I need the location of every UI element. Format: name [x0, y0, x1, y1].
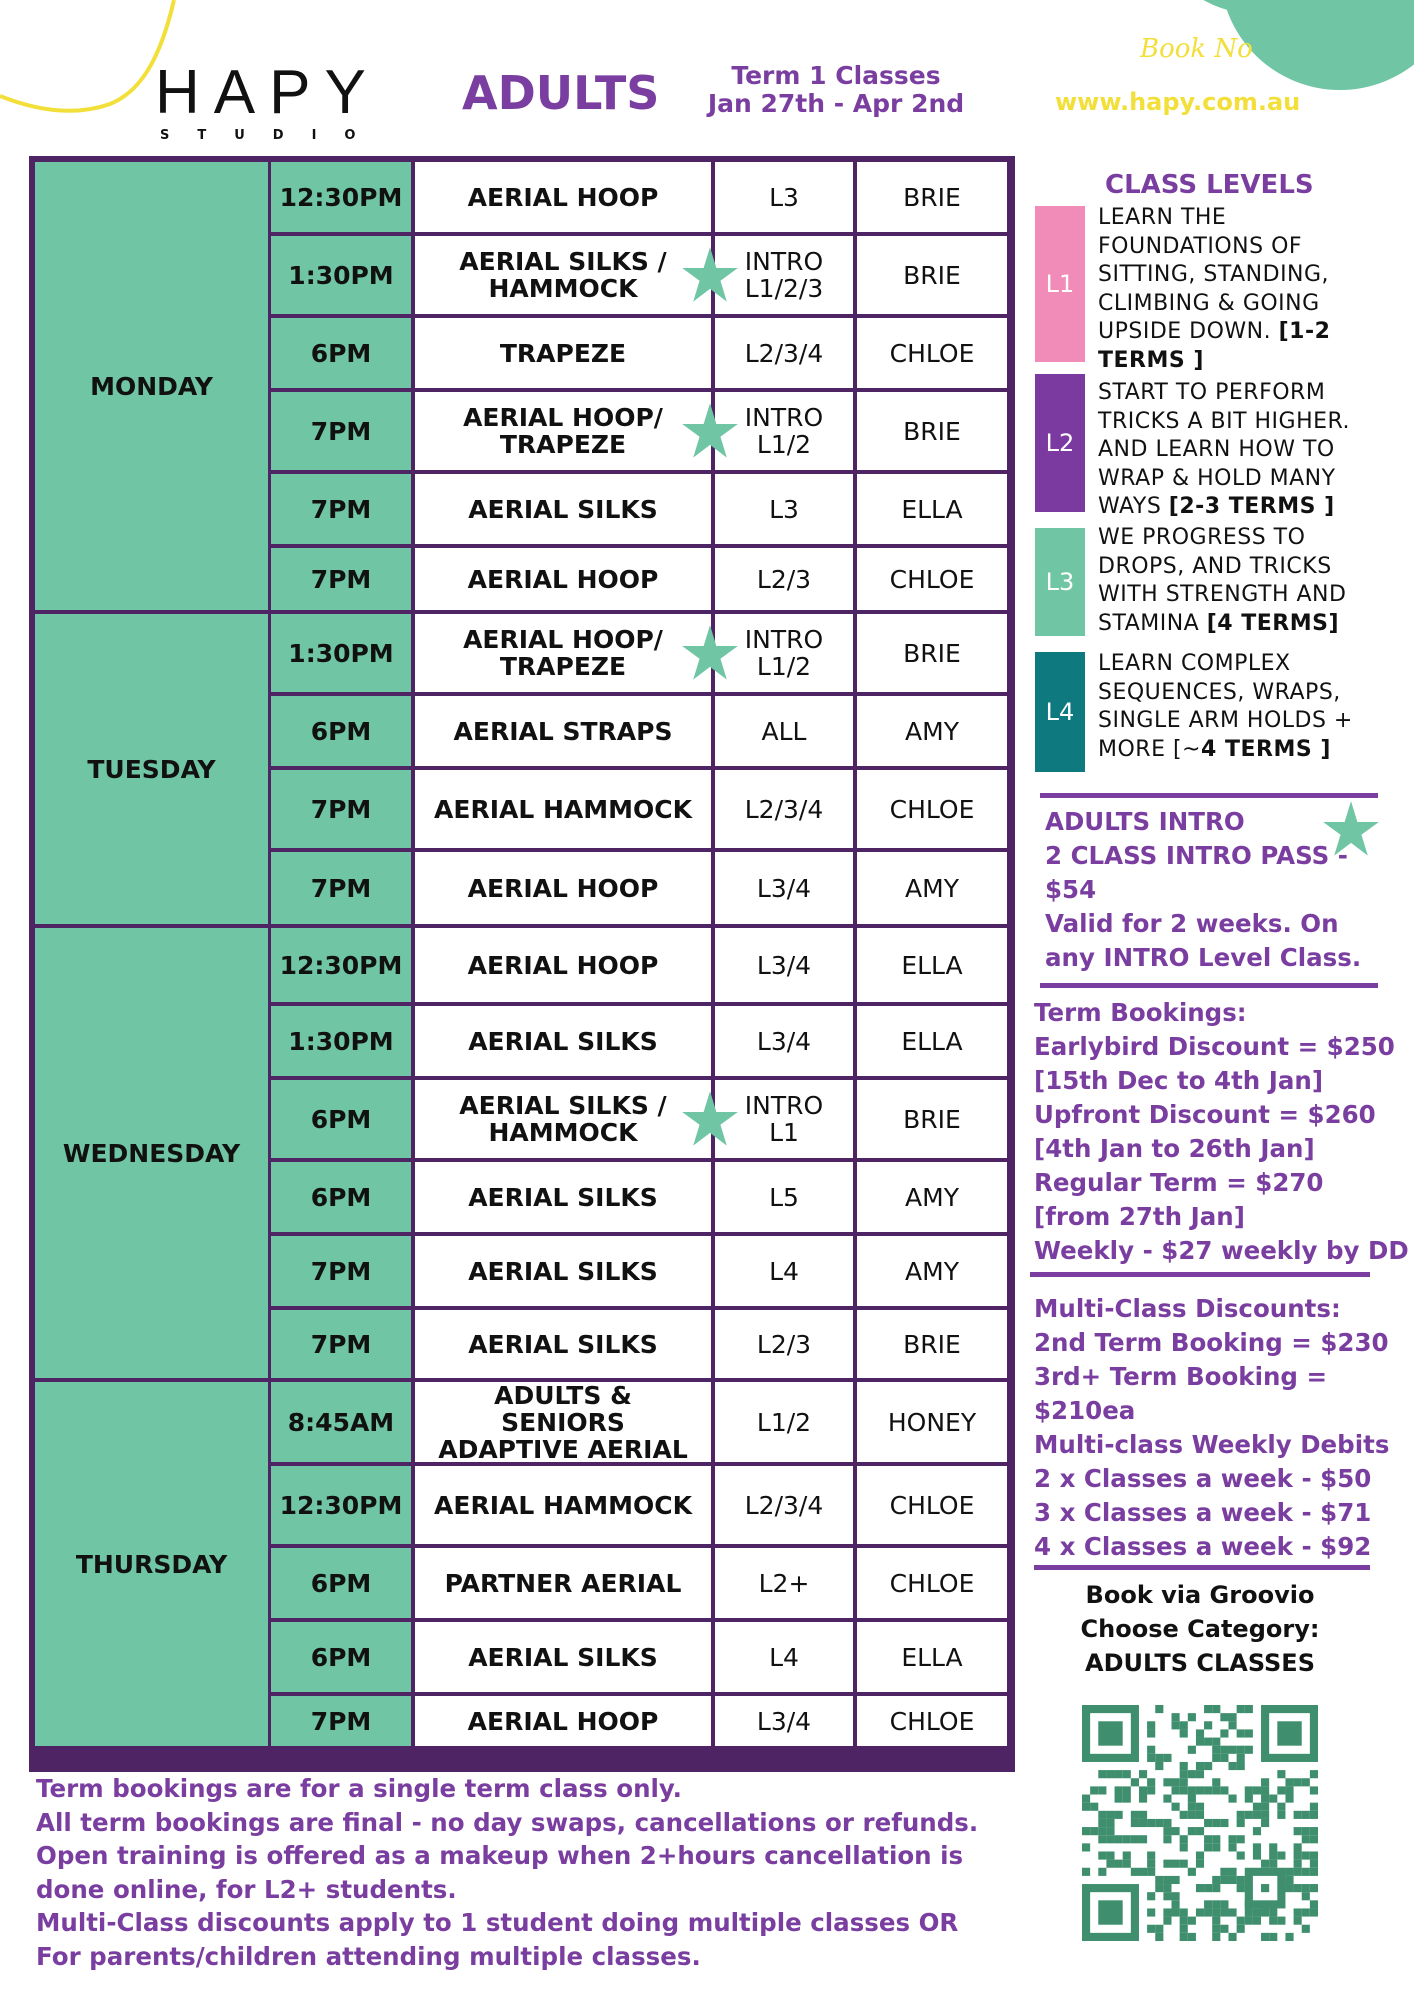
schedule-class-cell: AERIAL HOOP/ TRAPEZE — [415, 614, 711, 692]
intro-title: ADULTS INTRO — [1045, 807, 1245, 836]
schedule-teacher-cell: BRIE — [857, 1310, 1007, 1378]
qr-code[interactable] — [1082, 1705, 1318, 1941]
schedule-teacher-cell: AMY — [857, 1236, 1007, 1306]
schedule-class-cell: TRAPEZE — [415, 318, 711, 388]
schedule-class-cell: AERIAL HOOP — [415, 928, 711, 1002]
schedule-level-cell: L2/3/4 — [715, 318, 853, 388]
regular-price: Regular Term = $270 — [1034, 1168, 1324, 1197]
schedule-level-cell: L5 — [715, 1162, 853, 1232]
upfront-price: Upfront Discount = $260 — [1034, 1100, 1376, 1129]
star-icon — [681, 624, 739, 682]
schedule-level-cell: L3/4 — [715, 1006, 853, 1076]
schedule-class-cell: AERIAL HOOP/ TRAPEZE — [415, 392, 711, 470]
footer-line: Open training is offered as a makeup when 2+hours cancellation is done online, for L2+ students. — [36, 1841, 964, 1904]
schedule-level-cell: L2+ — [715, 1548, 853, 1618]
schedule-level-cell: L4 — [715, 1622, 853, 1692]
level-badge-l2: L2 — [1035, 374, 1085, 512]
class-levels-heading: CLASS LEVELS — [1105, 170, 1314, 200]
intro-pass-line: 2 CLASS INTRO PASS - — [1045, 841, 1348, 870]
schedule-level-cell: L3 — [715, 162, 853, 232]
schedule-time-cell: 6PM — [271, 1548, 411, 1618]
level-duration: [4 TERMS] — [1206, 610, 1340, 636]
level-description-l2 — [1098, 379, 1388, 522]
schedule-class-cell: AERIAL HAMMOCK — [415, 1466, 711, 1544]
intro-price: $54 — [1045, 875, 1097, 904]
schedule-teacher-cell: ELLA — [857, 474, 1007, 544]
schedule-teacher-cell: ELLA — [857, 1006, 1007, 1076]
schedule-class-cell: AERIAL HOOP — [415, 852, 711, 924]
schedule-time-cell: 12:30PM — [271, 162, 411, 232]
upfront-range: [4th Jan to 26th Jan] — [1034, 1134, 1315, 1163]
star-icon — [681, 402, 739, 460]
footer-line: For parents/children attending multiple classes. — [36, 1941, 701, 1971]
footer-line: Multi-Class discounts apply to 1 student doing multiple classes OR — [36, 1908, 959, 1937]
term-dates — [706, 62, 966, 118]
schedule-teacher-cell: BRIE — [857, 1080, 1007, 1158]
intro-valid: Valid for 2 weeks. On — [1045, 909, 1339, 938]
level-text: START TO PERFORM TRICKS A BIT HIGHER. AND LEARN HOW TO WRAP & HOLD MANY WAYS — [1098, 380, 1351, 519]
book-now-script: Book No — [1140, 34, 1253, 64]
schedule-class-cell: AERIAL SILKS — [415, 474, 711, 544]
schedule-teacher-cell: BRIE — [857, 614, 1007, 692]
schedule-time-cell: 7PM — [271, 770, 411, 848]
day-label-wednesday: WEDNESDAY — [35, 928, 268, 1378]
term-bookings — [1034, 996, 1414, 1268]
schedule-time-cell: 12:30PM — [271, 928, 411, 1002]
level-text: LEARN COMPLEX SEQUENCES, WRAPS, SINGLE ARM HOLDS + MORE [~ — [1098, 651, 1353, 762]
star-icon — [1322, 800, 1380, 858]
schedule-class-cell: AERIAL SILKS — [415, 1236, 711, 1306]
schedule-class-cell: AERIAL SILKS — [415, 1310, 711, 1378]
schedule-time-cell: 7PM — [271, 548, 411, 610]
schedule-class-cell: AERIAL SILKS — [415, 1006, 711, 1076]
schedule-level-cell: INTRO L1/2/3 — [715, 236, 853, 314]
footer-line: All term bookings are final - no day swaps, cancellations or refunds. — [36, 1807, 979, 1837]
schedule-class-cell: AERIAL SILKS — [415, 1622, 711, 1692]
level-duration: [2-3 TERMS ] — [1168, 494, 1335, 519]
level-text: LEARN THE FOUNDATIONS OF SITTING, STANDING, CLIMBING & GOING UPSIDE DOWN. — [1098, 205, 1330, 344]
weekly-debits-title: Multi-class Weekly Debits — [1034, 1430, 1390, 1459]
day-label-monday: MONDAY — [35, 162, 268, 610]
intro-valid-class: any INTRO Level Class. — [1045, 943, 1362, 972]
schedule-level-cell: ALL — [715, 696, 853, 766]
schedule-time-cell: 12:30PM — [271, 1466, 411, 1544]
schedule-teacher-cell: CHLOE — [857, 1696, 1007, 1746]
multi-class-discounts — [1034, 1292, 1414, 1428]
schedule-level-cell: L2/3 — [715, 1310, 853, 1378]
schedule-class-cell: AERIAL HOOP — [415, 1696, 711, 1746]
divider — [1030, 1272, 1370, 1277]
schedule-teacher-cell: ELLA — [857, 928, 1007, 1002]
schedule-class-cell: AERIAL HOOP — [415, 548, 711, 610]
level-text: WE PROGRESS TO DROPS, AND TRICKS WITH STRENGTH AND STAMINA — [1098, 525, 1347, 636]
earlybird-price: Earlybird Discount = $250 — [1034, 1032, 1395, 1061]
schedule-level-cell: L2/3/4 — [715, 1466, 853, 1544]
schedule-time-cell: 7PM — [271, 1696, 411, 1746]
level-duration: [1-2 TERMS ] — [1098, 319, 1331, 373]
level-badge-l4: L4 — [1035, 652, 1085, 772]
schedule-time-cell: 8:45AM — [271, 1382, 411, 1462]
schedule-teacher-cell: BRIE — [857, 162, 1007, 232]
schedule-teacher-cell: ELLA — [857, 1622, 1007, 1692]
schedule-time-cell: 7PM — [271, 392, 411, 470]
schedule-teacher-cell: CHLOE — [857, 548, 1007, 610]
schedule-teacher-cell: CHLOE — [857, 1548, 1007, 1618]
schedule-class-cell: PARTNER AERIAL — [415, 1548, 711, 1618]
schedule-level-cell: L3 — [715, 474, 853, 544]
schedule-level-cell: L2/3/4 — [715, 770, 853, 848]
schedule-time-cell: 6PM — [271, 1080, 411, 1158]
schedule-time-cell: 6PM — [271, 1622, 411, 1692]
booking-line: Book via Groovio — [1085, 1581, 1315, 1609]
divider — [1040, 793, 1378, 798]
term-range: Jan 27th - Apr 2nd — [707, 89, 965, 118]
weekly-debit-item: 4 x Classes a week - $92 — [1034, 1532, 1372, 1561]
multi-class-title: Multi-Class Discounts: — [1034, 1294, 1341, 1323]
weekly-debits — [1034, 1428, 1414, 1564]
schedule-teacher-cell: BRIE — [857, 236, 1007, 314]
booking-line: Choose Category: — [1080, 1615, 1320, 1643]
term-line: Term 1 Classes — [731, 61, 941, 90]
footer-line: Term bookings are for a single term class only. — [36, 1774, 682, 1803]
logo-subtitle: STUDIO — [160, 128, 384, 143]
level-badge-l3: L3 — [1035, 528, 1085, 636]
schedule-class-cell: ADULTS & SENIORS ADAPTIVE AERIAL — [415, 1382, 711, 1462]
schedule-teacher-cell: CHLOE — [857, 770, 1007, 848]
level-badge-l1: L1 — [1035, 206, 1085, 362]
schedule-class-cell: AERIAL SILKS / HAMMOCK — [415, 236, 711, 314]
day-label-tuesday: TUESDAY — [35, 614, 268, 924]
schedule-class-cell: AERIAL HAMMOCK — [415, 770, 711, 848]
regular-range: [from 27th Jan] — [1034, 1202, 1245, 1231]
schedule-time-cell: 1:30PM — [271, 614, 411, 692]
schedule-time-cell: 1:30PM — [271, 236, 411, 314]
logo: HAPY — [155, 58, 380, 127]
schedule-teacher-cell: AMY — [857, 1162, 1007, 1232]
schedule-level-cell: L1/2 — [715, 1382, 853, 1462]
schedule-time-cell: 7PM — [271, 474, 411, 544]
schedule-time-cell: 6PM — [271, 318, 411, 388]
level-description-l4 — [1098, 650, 1388, 764]
schedule-level-cell: L4 — [715, 1236, 853, 1306]
booking-line: ADULTS CLASSES — [1085, 1649, 1315, 1677]
schedule-time-cell: 7PM — [271, 852, 411, 924]
booking-instructions — [1030, 1578, 1370, 1680]
earlybird-range: [15th Dec to 4th Jan] — [1034, 1066, 1324, 1095]
footer-notes — [36, 1772, 1036, 1973]
schedule-teacher-cell: AMY — [857, 852, 1007, 924]
schedule-time-cell: 1:30PM — [271, 1006, 411, 1076]
schedule-class-cell: AERIAL SILKS — [415, 1162, 711, 1232]
schedule-teacher-cell: BRIE — [857, 392, 1007, 470]
schedule-level-cell: INTRO L1 — [715, 1080, 853, 1158]
weekly-price: Weekly - $27 weekly by DD — [1034, 1236, 1409, 1265]
schedule-teacher-cell: CHLOE — [857, 1466, 1007, 1544]
day-label-thursday: THURSDAY — [35, 1382, 268, 1746]
level-description-l3 — [1098, 524, 1388, 638]
third-term-price: 3rd+ Term Booking = $210ea — [1034, 1362, 1328, 1425]
level-duration: 4 TERMS ] — [1201, 736, 1331, 762]
term-bookings-title: Term Bookings: — [1034, 998, 1247, 1027]
second-term-price: 2nd Term Booking = $230 — [1034, 1328, 1389, 1357]
schedule-level-cell: L2/3 — [715, 548, 853, 610]
schedule-time-cell: 6PM — [271, 1162, 411, 1232]
schedule-teacher-cell: CHLOE — [857, 318, 1007, 388]
star-icon — [681, 246, 739, 304]
weekly-debit-item: 3 x Classes a week - $71 — [1034, 1498, 1372, 1527]
schedule-level-cell: L3/4 — [715, 928, 853, 1002]
schedule-class-cell: AERIAL STRAPS — [415, 696, 711, 766]
schedule-teacher-cell: AMY — [857, 696, 1007, 766]
divider — [1040, 983, 1378, 988]
level-description-l1 — [1098, 204, 1388, 375]
schedule-time-cell: 7PM — [271, 1236, 411, 1306]
schedule-level-cell: INTRO L1/2 — [715, 614, 853, 692]
website-link[interactable]: www.hapy.com.au — [1055, 88, 1301, 116]
divider — [1034, 1565, 1370, 1570]
schedule-time-cell: 7PM — [271, 1310, 411, 1378]
schedule-level-cell: INTRO L1/2 — [715, 392, 853, 470]
schedule-teacher-cell: HONEY — [857, 1382, 1007, 1462]
timetable — [29, 156, 1015, 1772]
schedule-class-cell: AERIAL HOOP — [415, 162, 711, 232]
schedule-time-cell: 6PM — [271, 696, 411, 766]
star-icon — [681, 1090, 739, 1148]
weekly-debit-item: 2 x Classes a week - $50 — [1034, 1464, 1372, 1493]
schedule-class-cell: AERIAL SILKS / HAMMOCK — [415, 1080, 711, 1158]
page-title: ADULTS — [462, 66, 660, 120]
schedule-level-cell: L3/4 — [715, 852, 853, 924]
schedule-level-cell: L3/4 — [715, 1696, 853, 1746]
